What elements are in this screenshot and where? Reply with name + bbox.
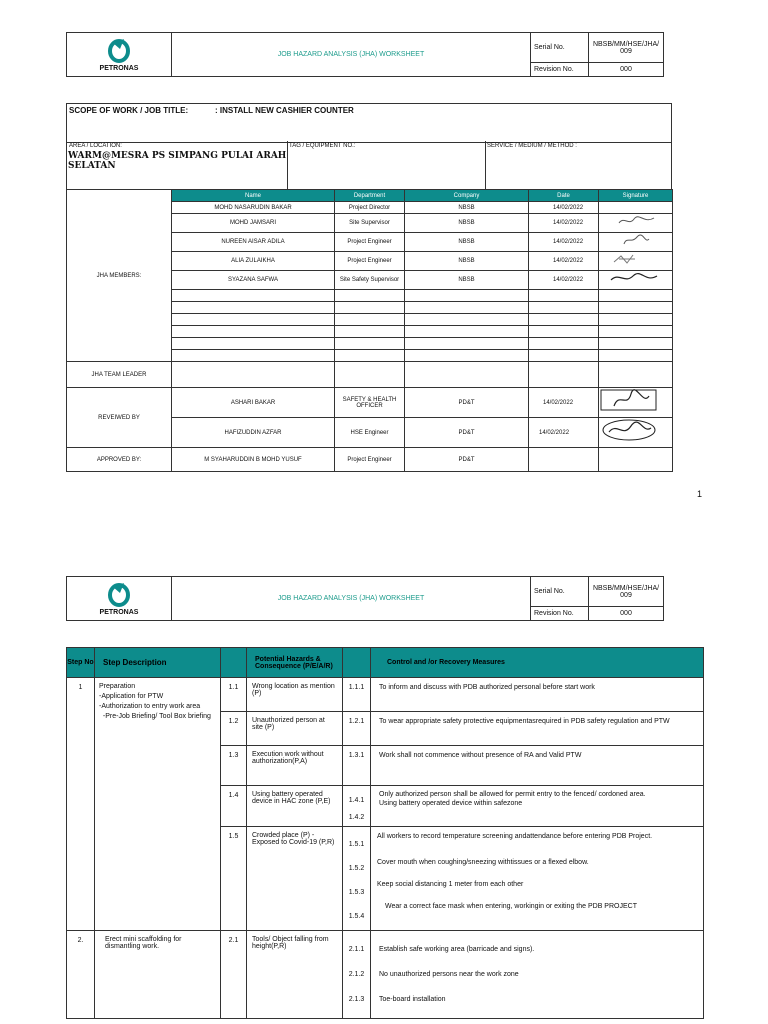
scope-label: SCOPE OF WORK / JOB TITLE:	[69, 106, 189, 115]
signature-icon	[599, 418, 669, 442]
member-date: 14/02/2022	[529, 233, 599, 252]
approver-company: PD&T	[405, 448, 529, 472]
serial-label: Serial No.	[531, 33, 589, 63]
control-id: 1.1.1	[343, 678, 371, 712]
member-name: SYAZANA SAFWA	[172, 271, 335, 290]
step-desc: Erect mini scaffolding for dismantling work.	[95, 931, 221, 1019]
control-id-group	[343, 931, 371, 1019]
serial-value: NBSB/MM/HSE/JHA/ 009	[589, 33, 664, 63]
reviewer-company: PD&T	[405, 418, 529, 448]
control-id: 1.5.2	[348, 865, 365, 872]
control-text-group	[371, 931, 704, 1019]
hazard-id: 1.3	[221, 746, 247, 786]
member-date: 14/02/2022	[529, 214, 599, 233]
reviewer-row	[67, 388, 673, 418]
petronas-logo-icon	[104, 581, 134, 607]
step-desc-line: Preparation	[99, 683, 136, 690]
members-table	[66, 189, 673, 472]
approver-dept: Project Engineer	[335, 448, 405, 472]
service-cell	[485, 141, 671, 189]
member-company: NBSB	[405, 271, 529, 290]
page-title: JOB HAZARD ANALYSIS (JHA) WORKSHEET	[172, 577, 531, 621]
control-id: 2.1.1	[348, 946, 365, 953]
signature-image	[599, 202, 673, 214]
control-text: Toe-board installation	[379, 996, 446, 1003]
step-desc-line: -Pre-Job Briefing/ Tool Box briefing	[99, 713, 211, 720]
table-row	[67, 678, 704, 712]
member-name: MOHD NASARUDIN BAKAR	[172, 202, 335, 214]
col-name: Name	[172, 190, 335, 202]
control-id-group	[343, 786, 371, 827]
approver-row	[67, 448, 673, 472]
signature-icon	[599, 215, 669, 227]
control-id: 1.3.1	[343, 746, 371, 786]
area-value: WARM@MESRA PS SIMPANG PULAI ARAH SELATAN	[68, 151, 287, 171]
signature-icon	[599, 388, 669, 412]
control-text: No unauthorized persons near the work zone	[379, 971, 519, 978]
jha-steps-table	[66, 647, 704, 1019]
control-text: Work shall not commence without presence of RA and Valid PTW	[371, 746, 704, 786]
signature-image	[599, 214, 673, 233]
control-id: 1.5.4	[348, 913, 365, 920]
control-id: 1.5.1	[348, 841, 365, 848]
control-id: 1.4.2	[348, 814, 365, 821]
control-text: To inform and discuss with PDB authorized personal before start work	[371, 678, 704, 712]
signature-image	[599, 271, 673, 290]
member-dept: Project Engineer	[335, 252, 405, 271]
reviewer-dept: HSE Engineer	[335, 418, 405, 448]
signature-icon	[599, 234, 669, 246]
jha-members-label: JHA MEMBERS:	[67, 190, 172, 362]
col-department: Department	[335, 190, 405, 202]
member-dept: Site Supervisor	[335, 214, 405, 233]
hazard-id: 1.4	[221, 786, 247, 827]
member-name: NUREEN AISAR ADILA	[172, 233, 335, 252]
location-box	[66, 141, 672, 190]
control-id: 2.1.2	[348, 971, 365, 978]
control-text: Using battery operated device within safezone	[379, 800, 523, 807]
member-date: 14/02/2022	[529, 202, 599, 214]
member-date: 14/02/2022	[529, 252, 599, 271]
control-id: 1.5.3	[348, 889, 365, 896]
col-hazards: Potential Hazards & Consequence (P/E/A/R)	[247, 648, 343, 678]
step-desc-line: -Application for PTW	[99, 693, 164, 700]
member-date: 14/02/2022	[529, 271, 599, 290]
col-company: Company	[405, 190, 529, 202]
member-name: ALIA ZULAIKHA	[172, 252, 335, 271]
control-id: 2.1.3	[348, 996, 365, 1003]
reviewer-date: 14/02/2022	[529, 418, 599, 448]
step-desc-line: -Authorization to entry work area	[99, 703, 201, 710]
revision-label: Revision No.	[531, 607, 589, 621]
control-id: 1.2.1	[343, 712, 371, 746]
approver-name: M SYAHARUDDIN B MOHD YUSUF	[172, 448, 335, 472]
approved-label: APPROVED BY:	[67, 448, 172, 472]
member-company: NBSB	[405, 202, 529, 214]
area-label: AREA / LOCATION:	[69, 143, 122, 149]
control-text: Wear a correct face mask when entering, workingin or exiting the PDB PROJECT	[385, 903, 637, 910]
member-company: NBSB	[405, 252, 529, 271]
member-dept: Project Director	[335, 202, 405, 214]
hazard-text: Crowded place (P) - Exposed to Covid-19 (P,R)	[247, 827, 343, 931]
reviewer-name: ASHARI BAKAR	[172, 388, 335, 418]
page-number: 1	[697, 489, 703, 499]
hazard-id: 1.2	[221, 712, 247, 746]
member-name: MOHD JAMSARI	[172, 214, 335, 233]
serial-label: Serial No.	[531, 577, 589, 607]
team-leader-label: JHA TEAM LEADER	[67, 362, 172, 388]
step-no: 2.	[67, 931, 95, 1019]
control-text: Cover mouth when coughing/sneezing withtissues or a flexed elbow.	[377, 859, 589, 866]
revision-value: 000	[589, 607, 664, 621]
control-text: To wear appropriate safety protective equipmentasrequired in PDB safety regulation and PTW	[371, 712, 704, 746]
hazard-text: Unauthorized person at site (P)	[247, 712, 343, 746]
control-text: All workers to record temperature screening andattendance before entering PDB Project.	[377, 833, 653, 840]
logo-cell	[67, 33, 172, 77]
area-cell	[67, 141, 288, 189]
service-label: SERVICE / MEDIUM / METHOD :	[487, 143, 577, 149]
signature-image	[599, 233, 673, 252]
col-date: Date	[529, 190, 599, 202]
col-step-desc: Step Description	[95, 648, 221, 678]
hazard-id: 1.1	[221, 678, 247, 712]
hazard-text: Using battery operated device in HAC zone (P,E)	[247, 786, 343, 827]
control-text: Establish safe working area (barricade and signs).	[379, 946, 535, 953]
control-text-group	[371, 786, 704, 827]
table-row	[67, 931, 704, 1019]
company-name: PETRONAS	[99, 65, 139, 72]
signature-image	[599, 252, 673, 271]
signature-image	[599, 388, 673, 418]
logo-cell	[67, 577, 172, 621]
hazard-id: 2.1	[221, 931, 247, 1019]
control-text: Only authorized person shall be allowed for permit entry to the fenced/ cordoned area.	[379, 791, 646, 798]
page1-header	[66, 32, 664, 77]
reviewer-name: HAFIZUDDIN AZFAR	[172, 418, 335, 448]
reviewer-date: 14/02/2022	[529, 388, 599, 418]
scope-value: : INSTALL NEW CASHIER COUNTER	[215, 106, 354, 115]
member-dept: Project Engineer	[335, 233, 405, 252]
company-name: PETRONAS	[99, 609, 139, 616]
reviewer-company: PD&T	[405, 388, 529, 418]
col-control: Control and /or Recovery Measures	[371, 648, 704, 678]
col-step-no: Step No	[67, 648, 95, 678]
signature-icon	[599, 272, 669, 284]
revision-label: Revision No.	[531, 63, 589, 77]
col-signature: Signature	[599, 190, 673, 202]
scope-box	[66, 103, 672, 143]
hazard-text: Wrong location as mention (P)	[247, 678, 343, 712]
hazard-id: 1.5	[221, 827, 247, 931]
hazard-text: Tools/ Object falling from height(P,R)	[247, 931, 343, 1019]
member-company: NBSB	[405, 233, 529, 252]
hazard-text: Execution work without authorization(P,A)	[247, 746, 343, 786]
member-dept: Site Safety Supervisor	[335, 271, 405, 290]
tag-cell	[287, 141, 486, 189]
member-company: NBSB	[405, 214, 529, 233]
revision-value: 000	[589, 63, 664, 77]
signature-icon	[599, 253, 669, 265]
page-title: JOB HAZARD ANALYSIS (JHA) WORKSHEET	[172, 33, 531, 77]
tag-label: TAG / EQUIPMENT NO.:	[289, 143, 356, 149]
control-id-group	[343, 827, 371, 931]
petronas-logo-icon	[104, 37, 134, 63]
control-id: 1.4.1	[348, 797, 365, 804]
step-desc	[95, 678, 221, 931]
signature-image	[599, 418, 673, 448]
control-text-group	[371, 827, 704, 931]
reviewed-label: REVEIWED BY	[67, 388, 172, 448]
reviewer-dept: SAFETY & HEALTH OFFICER	[335, 388, 405, 418]
control-text: Keep social distancing 1 meter from each other	[377, 881, 524, 888]
page2-header	[66, 576, 664, 621]
serial-value: NBSB/MM/HSE/JHA/ 009	[589, 577, 664, 607]
step-no: 1	[67, 678, 95, 931]
